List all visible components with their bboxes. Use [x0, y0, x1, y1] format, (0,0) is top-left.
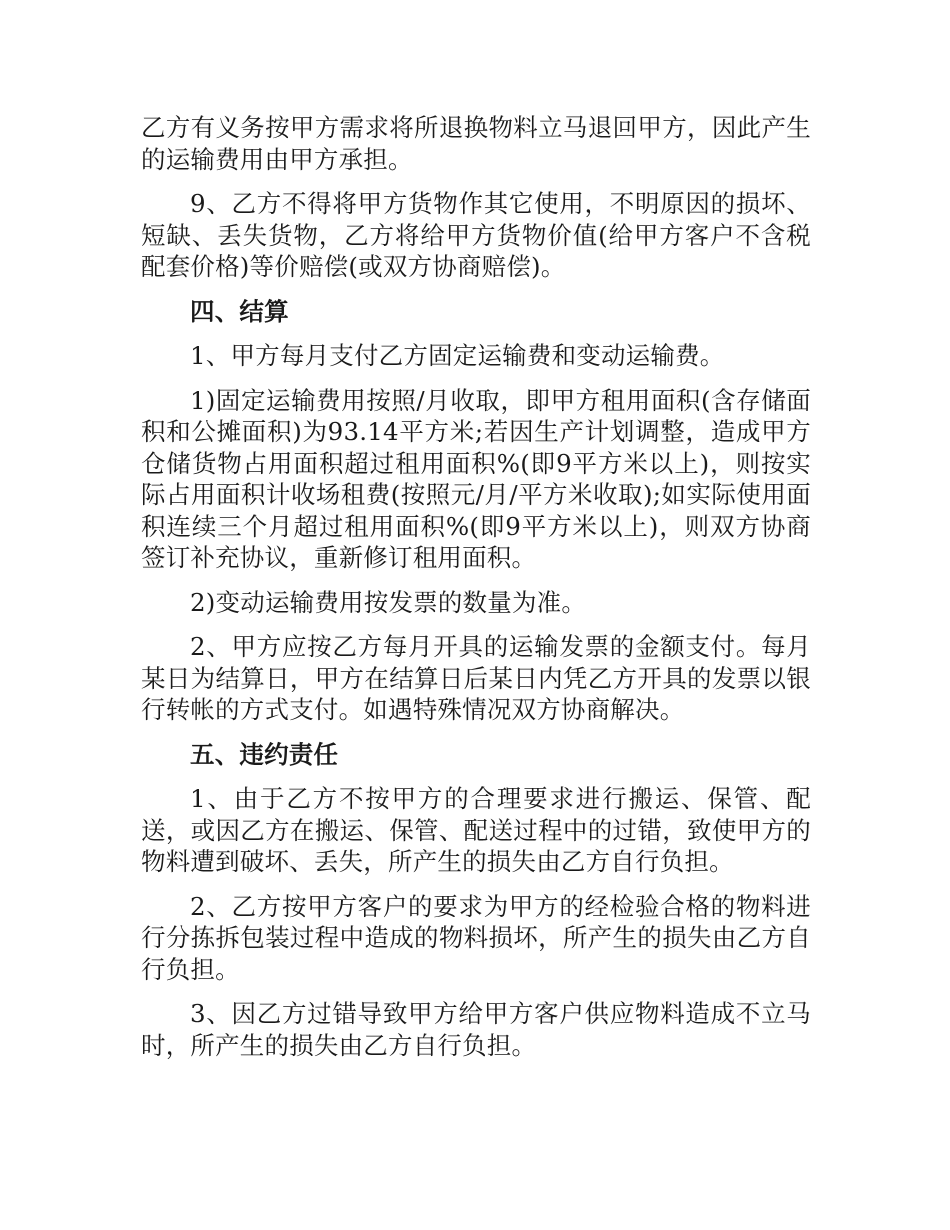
paragraph-fixed-fee: 1)固定运输费用按照/月收取，即甲方租用面积(含存储面积和公摊面积)为93.14平方米;若因生产计划调整，造成甲方仓储货物占用面积超过租用面积%(即9平方米以上)，则按实际占用面积计收场租费(按照元/月/平方米收取);如实际使用面积连续三个月超过租用面积%(即9平方米以上)，则双方协商签订补充协议，重新修订租用面积。 [141, 385, 811, 572]
paragraph-settlement-2: 2、甲方应按乙方每月开具的运输发票的金额支付。每月某日为结算日，甲方在结算日后某日内凭乙方开具的发票以银行转帐的方式支付。如遇特殊情况双方协商解决。 [141, 632, 811, 724]
section-heading-settlement: 四、结算 [190, 296, 289, 326]
paragraph-liability-3: 3、因乙方过错导致甲方给甲方客户供应物料造成不立马时，所产生的损失由乙方自行负担。 [141, 999, 811, 1060]
paragraph-settlement-1: 1、甲方每月支付乙方固定运输费和变动运输费。 [190, 341, 725, 370]
paragraph-return-obligation: 乙方有义务按甲方需求将所退换物料立马退回甲方，因此产生的运输费用由甲方承担。 [141, 113, 811, 174]
document-page [141, 112, 811, 1074]
paragraph-variable-fee: 2)变动运输费用按发票的数量为准。 [190, 587, 587, 617]
section-heading-liability: 五、违约责任 [190, 739, 339, 769]
paragraph-liability-2: 2、乙方按甲方客户的要求为甲方的经检验合格的物料进行分拣拆包装过程中造成的物料损坏，所产生的损失由乙方自行负担。 [141, 891, 811, 984]
paragraph-liability-1: 1、由于乙方不按甲方的合理要求进行搬运、保管、配送，或因乙方在搬运、保管、配送过程中的过错，致使甲方的物料遭到破坏、丢失，所产生的损失由乙方自行负担。 [141, 784, 811, 876]
paragraph-clause-9: 9、乙方不得将甲方货物作其它使用，不明原因的损坏、短缺、丢失货物，乙方将给甲方货物价值(给甲方客户不含税配套价格)等价赔偿(或双方协商赔偿)。 [141, 189, 811, 281]
